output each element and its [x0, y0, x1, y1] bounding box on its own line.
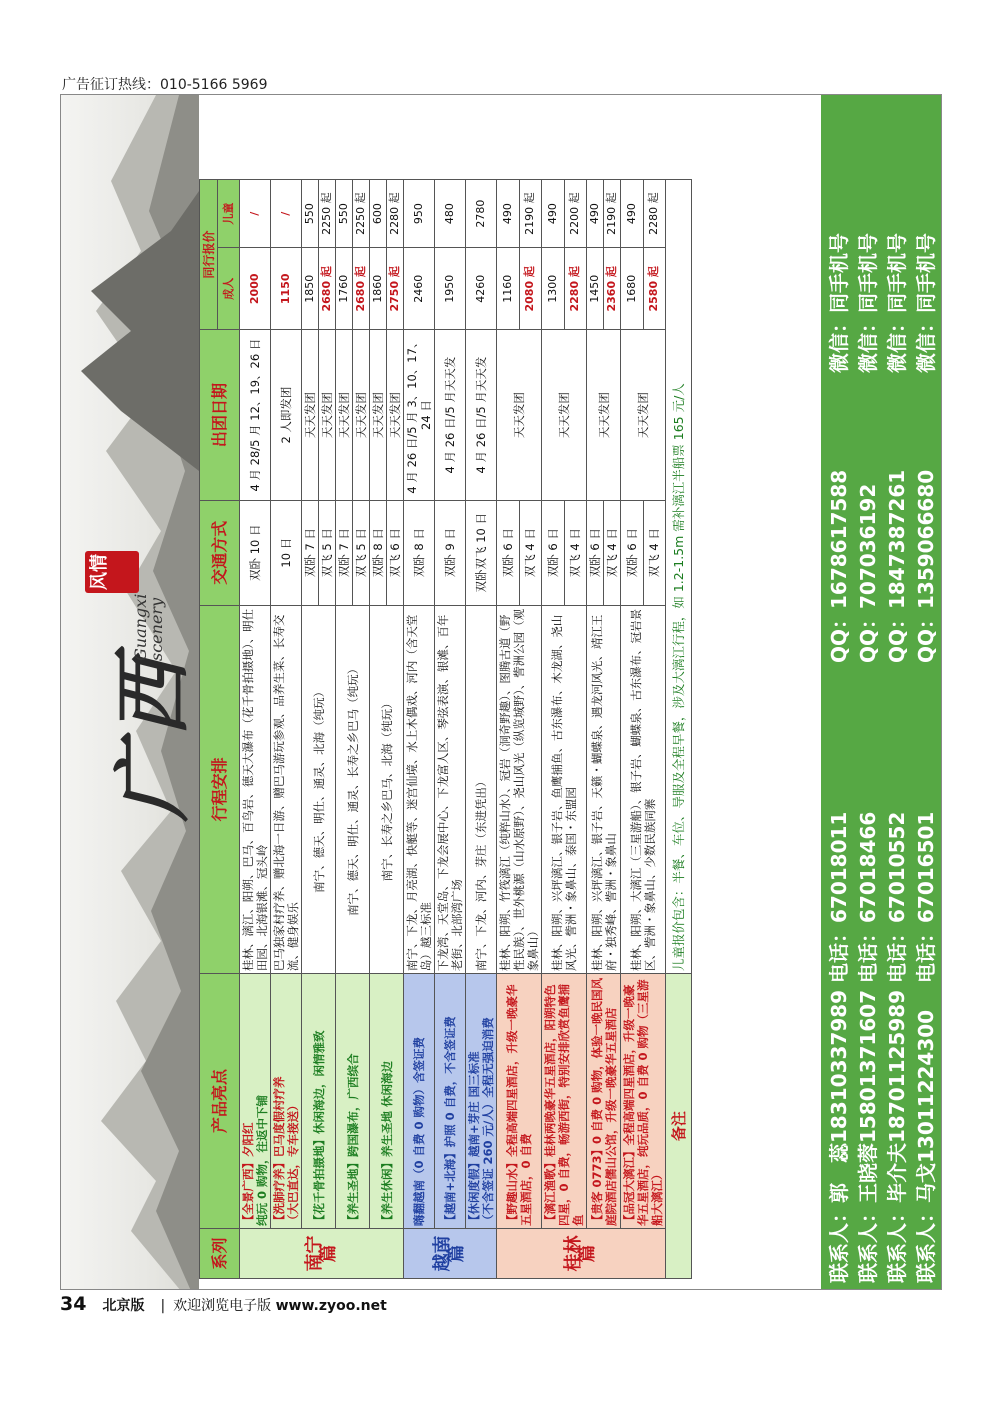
child-price: 490: [587, 180, 604, 248]
child-price: /: [271, 180, 302, 248]
transport-cell: 双卧 6 日: [587, 500, 604, 605]
page-number: 34: [60, 1293, 87, 1315]
itinerary-cell: 南宁、德天、明仕、通灵、北海（纯玩）: [302, 605, 336, 974]
adult-price: 1950: [435, 248, 466, 330]
itinerary-cell: 桂林、漓江、阳朔、巴马、百鸟岩、德天大瀑布（花千骨拍摄地）、明仕田园、北海银滩、冠头岭: [240, 605, 271, 974]
highlight-cell: 【洗肺疗养】巴马度假村疗养 （大巴直达，专车接送）: [271, 974, 302, 1229]
date-cell: 4 月 26 日/5 月 3、10、17、24 日: [404, 330, 435, 501]
adult-price: 1680: [621, 248, 644, 330]
brand-pinyin: Guangxi scenery: [131, 593, 166, 661]
brand-seal: 风情: [85, 551, 139, 593]
date-cell: 天天发团: [319, 330, 336, 501]
table-row: [404, 180, 435, 1279]
col-adult: 成人: [218, 248, 240, 330]
date-cell: 天天发团: [587, 330, 621, 501]
col-dates: 出团日期: [200, 330, 240, 501]
landscape-banner: [61, 95, 199, 1290]
col-child: 儿童: [218, 180, 240, 248]
adult-price: 2000: [240, 248, 271, 330]
date-cell: 4 月 26 日/5 月天天发: [466, 330, 497, 501]
adult-price: 1850: [302, 248, 319, 330]
highlight-cell: 【品冠大漓江】全程高端四星酒店，升级一晚豪华五星酒店，纯玩品质，0 自费 0 购物（三星游船大漓江）: [621, 974, 666, 1229]
child-price: 2280 起: [643, 180, 666, 248]
table-row: [435, 180, 466, 1279]
rotated-advert: [61, 95, 942, 1290]
adult-price: 4260: [466, 248, 497, 330]
highlight-cell: 【野趣山水】全程高端四星酒店，升级一晚豪华五星酒店，0 自费: [497, 974, 542, 1229]
date-cell: 天天发团: [353, 330, 370, 501]
brand-logo: [81, 521, 199, 821]
date-cell: 天天发团: [302, 330, 319, 501]
adult-price: 2460: [404, 248, 435, 330]
adult-price: 1160: [497, 248, 520, 330]
child-price: 490: [542, 180, 565, 248]
itinerary-cell: 南宁、长寿之乡巴马、北海（纯玩）: [370, 605, 404, 974]
itinerary-cell: 下龙湾、天堂岛、下龙会展中心、下龙富人区、琴弦表演、银滩、百年老街、北部湾广场: [435, 605, 466, 974]
col-itinerary: 行程安排: [200, 605, 240, 974]
adult-price: 1760: [336, 248, 353, 330]
date-cell: 天天发团: [370, 330, 387, 501]
series-guilin: 桂林篇: [497, 1228, 666, 1278]
transport-cell: 双卧 9 日: [435, 500, 466, 605]
table-row: [302, 180, 319, 1279]
adult-price: 1450: [587, 248, 604, 330]
itinerary-cell: 南宁、德天、明仕、通灵、长寿之乡巴马（纯玩）: [336, 605, 370, 974]
table-row: [336, 180, 353, 1279]
date-cell: 天天发团: [542, 330, 587, 501]
date-cell: 天天发团: [336, 330, 353, 501]
date-cell: 天天发团: [497, 330, 542, 501]
highlight-cell: 【越南+北海】护照 0 自费，不含签证费: [435, 974, 466, 1229]
transport-cell: 双卧 8 日: [404, 500, 435, 605]
footer-text: 欢迎浏览电子版: [173, 1298, 272, 1314]
product-table: [199, 179, 692, 1279]
adult-price: 2680 起: [319, 248, 336, 330]
transport-cell: 双卧 6 日: [542, 500, 565, 605]
child-price: 950: [404, 180, 435, 248]
itinerary-cell: 桂林、阳朔、兴坪漓江、银子岩、鱼鹰捕鱼、古东瀑布、木龙湖、尧山风光、訾洲・象鼻山、泰国・东盟园: [542, 605, 587, 974]
transport-cell: 双飞 5 日: [319, 500, 336, 605]
highlight-cell: 【花千骨拍摄地】休闲海边，闲情雅致: [302, 974, 336, 1229]
date-cell: 天天发团: [621, 330, 666, 501]
itinerary-cell: 南宁、下龙、河内、芽庄（东进凭出）: [466, 605, 497, 974]
child-price: 2190 起: [519, 180, 542, 248]
adult-price: 2750 起: [387, 248, 404, 330]
col-series: 系列: [200, 1228, 240, 1278]
adult-price: 2280 起: [564, 248, 587, 330]
table-row: [240, 180, 271, 1279]
transport-cell: 双卧 7 日: [302, 500, 319, 605]
remark-row: [666, 180, 692, 1279]
child-price: 2250 起: [353, 180, 370, 248]
child-price: /: [240, 180, 271, 248]
contact-row: 联系人：郭 蕊18310337989电话：67018011QQ：1678617588微信：同手机号: [827, 233, 851, 1283]
adult-price: 1150: [271, 248, 302, 330]
col-transport: 交通方式: [200, 500, 240, 605]
edition-label: 北京版: [102, 1298, 145, 1314]
transport-cell: 双飞 6 日: [387, 500, 404, 605]
table-row: [497, 180, 520, 1279]
transport-cell: 双卧 7 日: [336, 500, 353, 605]
adult-price: 1860: [370, 248, 387, 330]
child-price: 600: [370, 180, 387, 248]
date-cell: 4 月 28/5 月 12、19、26 日: [240, 330, 271, 501]
page-footer: [60, 1293, 387, 1315]
transport-cell: 双飞 5 日: [353, 500, 370, 605]
contact-row: 联系人：马戈13011224300电话：67016501QQ：1359066680微信：同手机号: [914, 233, 938, 1283]
footer-separator: |: [160, 1298, 166, 1314]
col-highlight: 产品亮点: [200, 974, 240, 1229]
transport-cell: 双飞 4 日: [643, 500, 666, 605]
table-row: [466, 180, 497, 1279]
contact-band: [821, 95, 942, 1290]
child-price: 2780: [466, 180, 497, 248]
adult-price: 2580 起: [643, 248, 666, 330]
adult-price: 2360 起: [604, 248, 621, 330]
table-row: [621, 180, 644, 1279]
highlight-cell: 【养生休闲】养生圣地 休闲海边: [370, 974, 404, 1229]
contact-row: 联系人：毕介夫18701125989电话：67010552QQ：1847387261微信：同手机号: [885, 233, 909, 1283]
contact-row: 联系人：王晓蓉15801371607电话：67018466QQ：707036192微信：同手机号: [856, 233, 880, 1283]
transport-cell: 双卧 8 日: [370, 500, 387, 605]
itinerary-cell: 桂林、阳朔、竹筏漓江（纯粹山水）、冠岩（洞奇野趣）、图腾古道（野性民族）、世外桃源（山水原野）、尧山风光（纵览城野）、訾洲公园（观象鼻山）: [497, 605, 542, 974]
highlight-cell: 【休闲度假】越南+芽庄 国三标准 （不含签证 260 元/人）全程无强迫消费: [466, 974, 497, 1229]
transport-cell: 双卧 6 日: [621, 500, 644, 605]
transport-cell: 10 日: [271, 500, 302, 605]
adult-price: 1300: [542, 248, 565, 330]
transport-cell: 双飞 4 日: [564, 500, 587, 605]
table-row: [542, 180, 565, 1279]
transport-cell: 双卧双飞 10 日: [466, 500, 497, 605]
ad-hotline: 广告征订热线：010-5166 5969: [62, 77, 268, 93]
adult-price: 2080 起: [519, 248, 542, 330]
table-row: [370, 180, 387, 1279]
child-price: 480: [435, 180, 466, 248]
highlight-cell: 【漓江渔歌】桂林两晚豪华五星酒店，阳朔特色四星，0 自费，畅游西街，特别安排欣赏鱼鹰捕鱼: [542, 974, 587, 1229]
table-row: [271, 180, 302, 1279]
date-cell: 2 人即发团: [271, 330, 302, 501]
brand-title: 广西: [108, 652, 199, 821]
child-price: 2250 起: [319, 180, 336, 248]
advert-frame: [60, 94, 942, 1290]
adult-price: 2680 起: [353, 248, 370, 330]
highlight-cell: 【全景广西】夕阳红 纯玩 0 购物，往返中下铺: [240, 974, 271, 1229]
series-nanning: 南宁篇: [240, 1228, 404, 1278]
child-price: 550: [302, 180, 319, 248]
transport-cell: 双飞 4 日: [519, 500, 542, 605]
child-price: 550: [336, 180, 353, 248]
itinerary-cell: 巴马独家村疗养、赠北海一日游、赠巴马游玩参观、品养生菜、长寿交流、健身娱乐: [271, 605, 302, 974]
highlight-cell: 嗨翻越南（0 自费 0 购物）含签证费: [404, 974, 435, 1229]
highlight-cell: 【养生圣地】跨国瀑布，广西缤合: [336, 974, 370, 1229]
itinerary-cell: 南宁、下龙、月亮湖、快艇等、迷宫仙境、水上木偶戏、河内（含天堂岛）越三标准: [404, 605, 435, 974]
col-price: 同行报价: [200, 180, 218, 330]
remark-label: 备注: [666, 974, 692, 1279]
transport-cell: 双飞 4 日: [604, 500, 621, 605]
website-link[interactable]: www.zyoo.net: [275, 1298, 387, 1314]
child-price: 2200 起: [564, 180, 587, 248]
child-price: 490: [621, 180, 644, 248]
transport-cell: 双卧 6 日: [497, 500, 520, 605]
series-vietnam: 越南篇: [404, 1228, 497, 1278]
child-price: 2190 起: [604, 180, 621, 248]
highlight-cell: 【贵客 0773】0 自费 0 购物，体验一晚民国风庭院酒店儒山公馆，升级一晚豪华五星酒店: [587, 974, 621, 1229]
itinerary-cell: 桂林、阳朔、兴坪漓江、银子岩、天籁・蝴蝶泉、遇龙河风光、靖江王府・独秀峰、訾洲・象鼻山: [587, 605, 621, 974]
table-row: [587, 180, 604, 1279]
remark-text: 儿童报价包含：半餐、车位、导服及全程早餐，涉及大漓江行程，如 1.2-1.5m 需补漓江半船票 165 元/人: [666, 180, 692, 974]
child-price: 490: [497, 180, 520, 248]
itinerary-cell: 桂林、阳朔、大漓江（三星游船）、银子岩、蝴蝶泉、古东瀑布、冠岩景区、訾洲・象鼻山、少数民族同寨: [621, 605, 666, 974]
child-price: 2280 起: [387, 180, 404, 248]
date-cell: 天天发团: [387, 330, 404, 501]
transport-cell: 双卧 10 日: [240, 500, 271, 605]
date-cell: 4 月 26 日/5 月天天发: [435, 330, 466, 501]
